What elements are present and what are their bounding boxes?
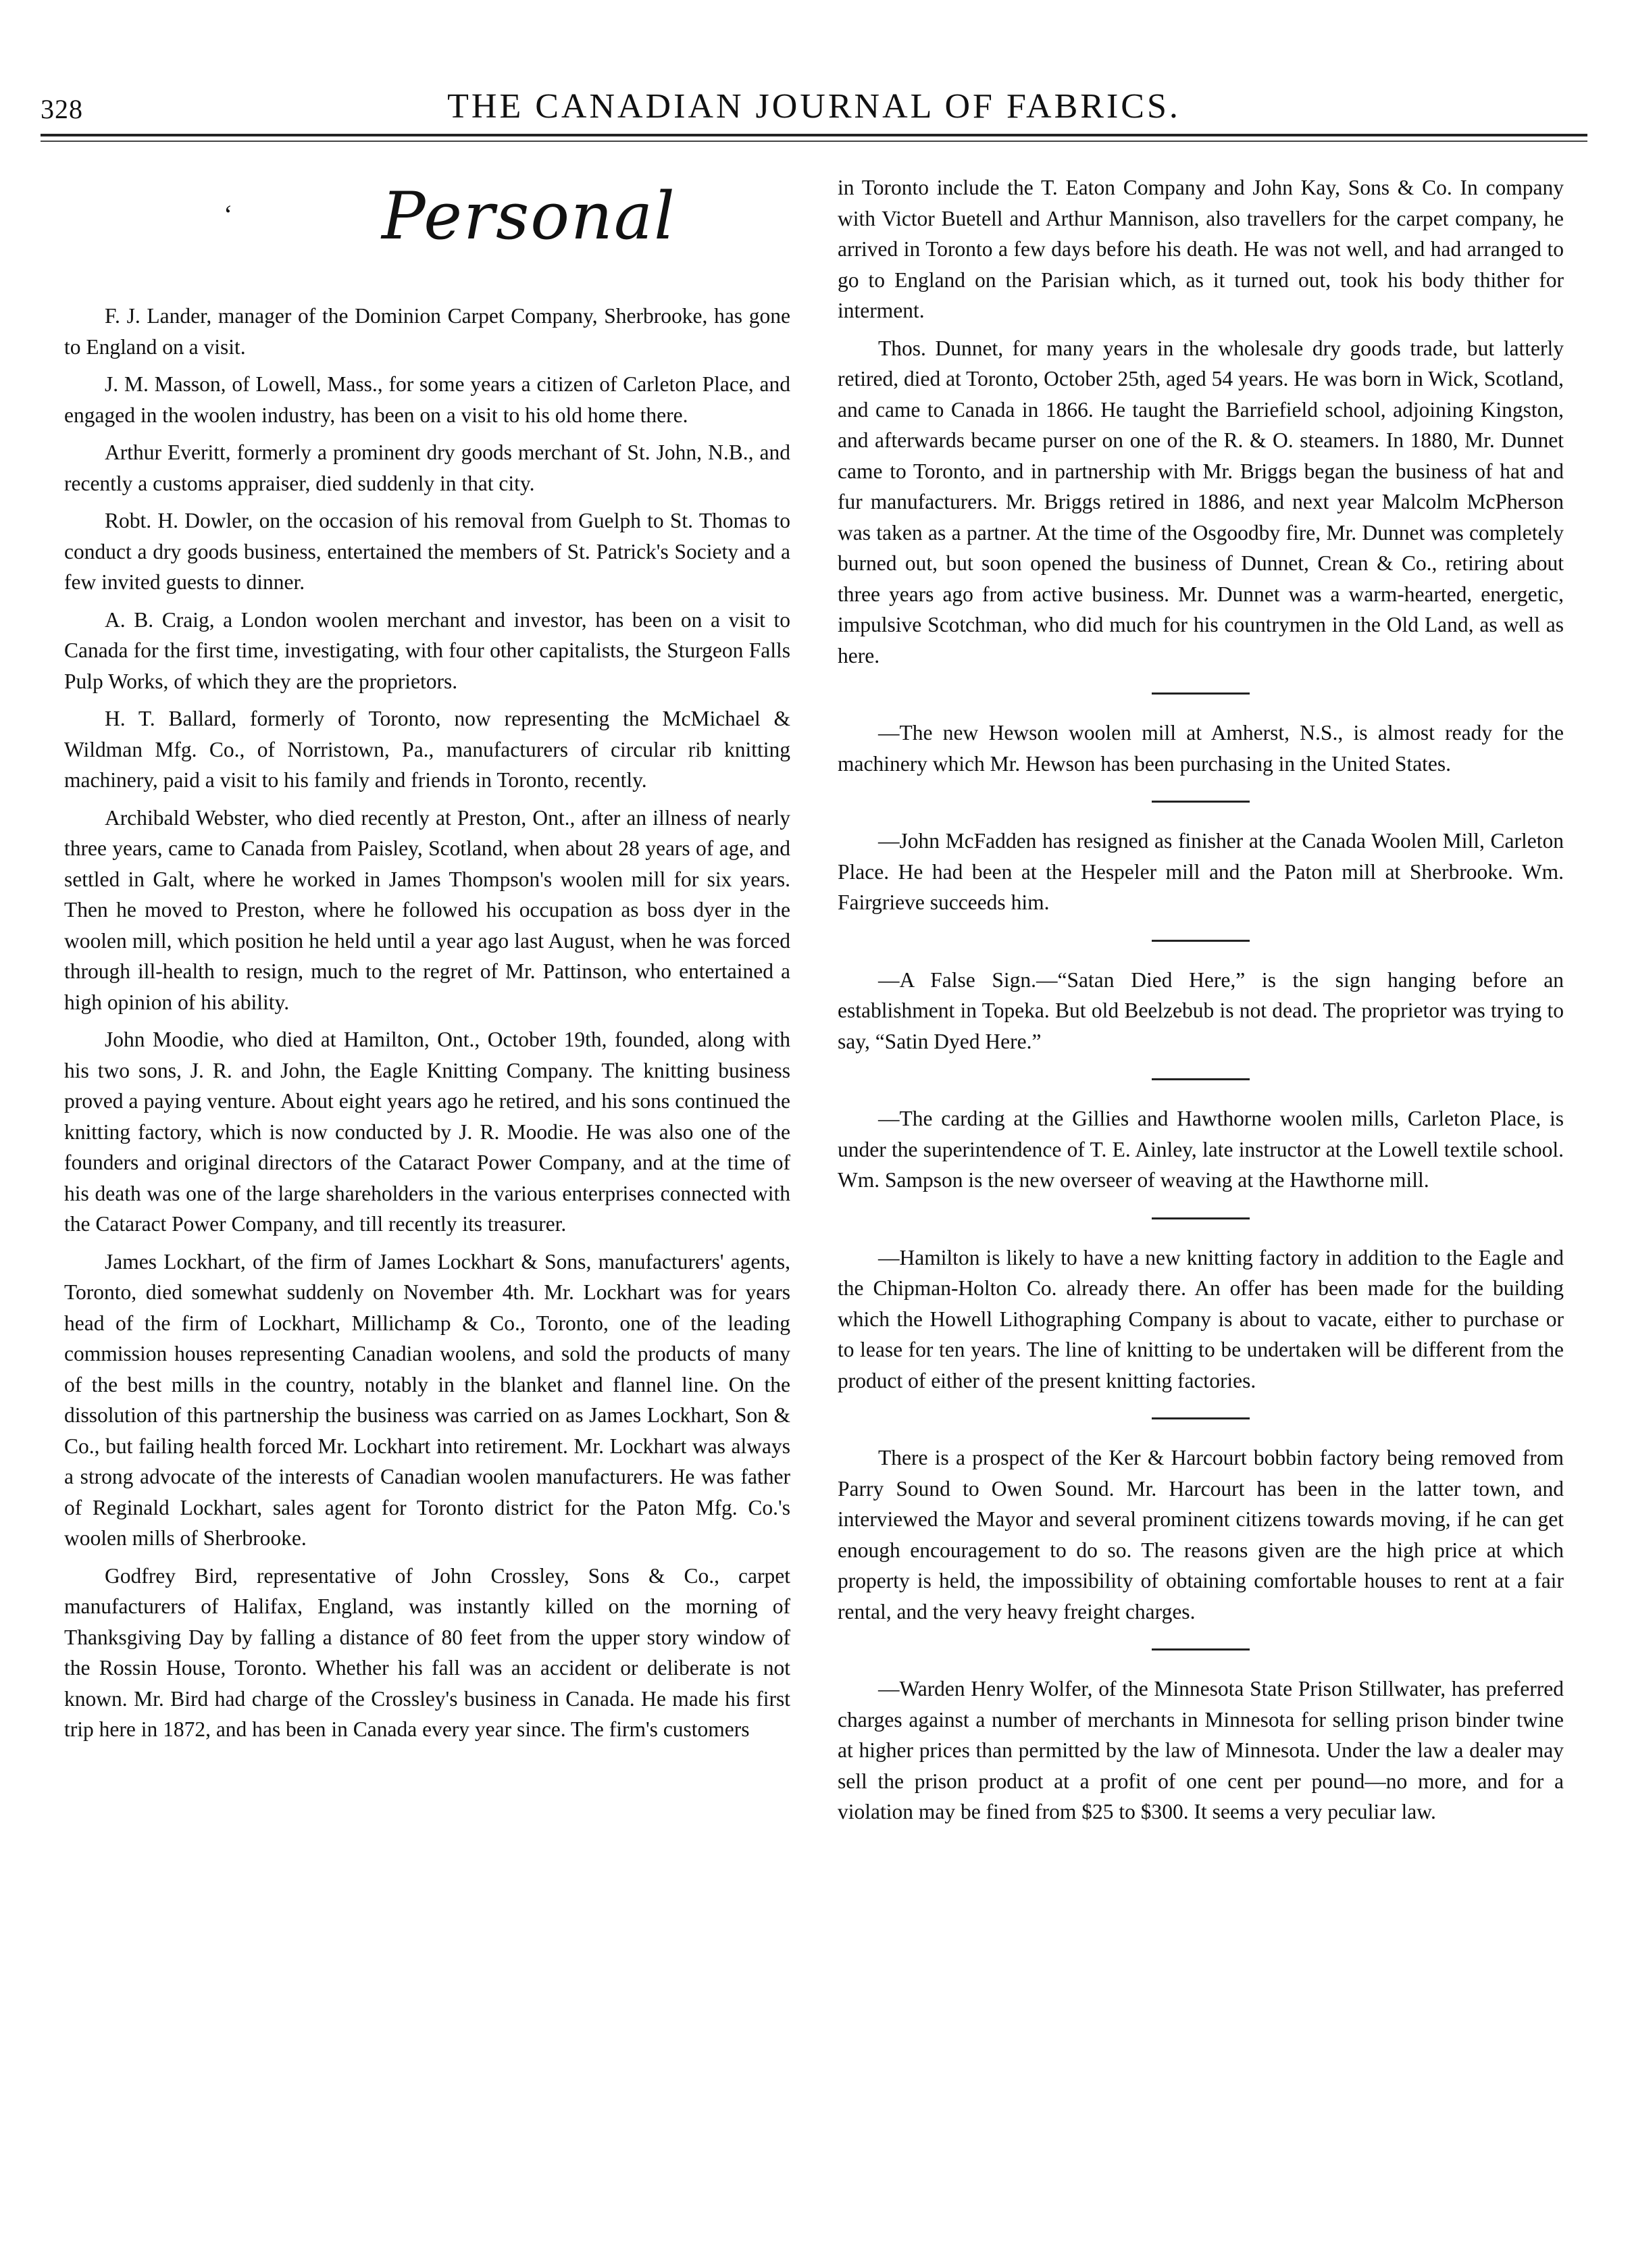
personal-item: John Moodie, who died at Hamilton, Ont., October 19th, founded, along with his two sons, J. R. and John, the Eagle Knitting Company. The knitting business proved a paying venture. About eight years ago he retired, and his sons continued the knitting factory, which is now conducted by J. R. Moodie. He was also one of the founders and original directors of the Cataract Power Company, and at the time of his death was one of the large shareholders in the various enterprises connected with the Cataract Power Company, and till recently its treasurer. <box>64 1028 790 1236</box>
separator-rule <box>1152 1648 1250 1650</box>
separator-rule <box>1152 801 1250 803</box>
personal-item: J. M. Masson, of Lowell, Mass., for some years a citizen of Carleton Place, and engaged in the woolen industry, has been on a visit to his old home there. <box>64 372 790 427</box>
personal-item: James Lockhart, of the firm of James Lockhart & Sons, manufacturers' agents, Toronto, died somewhat suddenly on November 4th. Mr. Lockhart was for years head of the firm of Lockhart, Millichamp & Co., Toronto, one of the leading commission houses representing Canadian woolens, and sold the products of many of the best mills in the country, notably in the blanket and flannel line. On the dissolution of this partnership the business was carried on as James Lockhart, Son & Co., but failing health forced Mr. Lockhart into retirement. Mr. Lockhart was always a strong advocate of the interests of Canadian woolen manufacturers. He was father of Reginald Lockhart, sales agent for Toronto district for the Paton Mfg. Co.'s woolen mills of Sherbrooke. <box>64 1249 790 1550</box>
separator-rule <box>1152 1078 1250 1080</box>
page-header <box>41 80 1587 134</box>
heading-mark: ‘ <box>224 199 233 230</box>
personal-item: F. J. Lander, manager of the Dominion Carpet Company, Sherbrooke, has gone to England on a visit. <box>64 304 790 359</box>
personal-item: Arthur Everitt, formerly a prominent dry goods merchant of St. John, N.B., and recently a customs appraiser, died suddenly in that city. <box>64 440 790 495</box>
news-note: —A False Sign.—“Satan Died Here,” is the sign hanging before an establishment in Topeka. But old Beelzebub is not dead. The proprietor was trying to say, “Satin Dyed Here.” <box>838 967 1564 1053</box>
page-number: 328 <box>41 94 83 124</box>
section-heading: Personal <box>382 178 676 254</box>
news-note: —Warden Henry Wolfer, of the Minnesota State Prison Stillwater, has preferred charges against a number of merchants in Minnesota for selling prison binder twine at higher prices than permitted by the law of Minnesota. Under the law a dealer may sell the prison product at a profit of one cent per pound—no more, and for a violation may be fined from $25 to $300. It seems a very peculiar law. <box>838 1677 1564 1823</box>
header-rule-thin <box>41 141 1587 142</box>
news-note: —The carding at the Gillies and Hawthorne woolen mills, Carleton Place, is under the superintendence of T. E. Ainley, late instructor at the Lowell textile school. Wm. Sampson is the new overseer of weaving at the Hawthorne mill. <box>838 1107 1564 1192</box>
news-note: There is a prospect of the Ker & Harcourt bobbin factory being removed from Parry Sound to Owen Sound. Mr. Harcourt has been in the latter town, and interviewed the Mayor and several prominent citizens towards moving, if he can get enough encouragement to do so. The reasons given are the high price at which property is held, the impossibility of obtaining comfortable houses to rent at a fair rental, and the very heavy freight charges. <box>838 1446 1564 1623</box>
header-rule <box>41 134 1587 136</box>
personal-item: Archibald Webster, who died recently at Preston, Ont., after an illness of nearly three years, came to Canada from Paisley, Scotland, when about 28 years of age, and settled in Galt, where he worked in James Thompson's woolen mill for six years. Then he moved to Preston, where he followed his occupation as boss dyer in the woolen mill, which position he held until a year ago last August, when he was forced through ill-health to resign, much to the regret of Mr. Pattinson, who entertained a high opinion of his ability. <box>64 805 790 1014</box>
left-column <box>64 172 790 1752</box>
news-note: —The new Hewson woolen mill at Amherst, N.S., is almost ready for the machinery which Mr. Hewson has been purchasing in the United States. <box>838 721 1564 776</box>
personal-item: H. T. Ballard, formerly of Toronto, now representing the McMichael & Wildman Mfg. Co., of Norristown, Pa., manufacturers of circular rib knitting machinery, paid a visit to his family and friends in Toronto, recently. <box>64 707 790 792</box>
separator-rule <box>1152 1217 1250 1219</box>
personal-item: Godfrey Bird, representative of John Crossley, Sons & Co., carpet manufacturers of Halifax, England, was instantly killed on the morning of Thanksgiving Day by falling a distance of 80 feet from the upper story window of the Rossin House, Toronto. Whether his fall was an accident or deliberate is not known. Mr. Bird had charge of the Crossley's business in Canada. He made his first trip here in 1872, and has been in Canada every year since. The firm's customers <box>64 1563 790 1741</box>
news-note: —John McFadden has resigned as finisher at the Canada Woolen Mill, Carleton Place. He had been at the Hespeler mill and the Paton mill at Sherbrooke. Wm. Fairgrieve succeeds him. <box>838 829 1564 914</box>
right-column <box>838 172 1564 1828</box>
news-note: —Hamilton is likely to have a new knitting factory in addition to the Eagle and the Chipman-Holton Co. already there. An offer has been made for the building which the Howell Lithographing Company is about to vacate, either to purchase or to lease for ten years. The line of knitting to be undertaken will be different from the product of either of the present knitting factories. <box>838 1245 1564 1392</box>
separator-rule <box>1152 1417 1250 1419</box>
separator-rule <box>1152 940 1250 942</box>
personal-item: Thos. Dunnet, for many years in the wholesale dry goods trade, but latterly retired, died at Toronto, October 25th, aged 54 years. He was born in Wick, Scotland, and came to Canada in 1866. He taught the Barriefield school, adjoining Kingston, and afterwards became purser on one of the R. & O. steamers. In 1880, Mr. Dunnet came to Toronto, and in partnership with Mr. Briggs began the business of hat and fur manufacturers. Mr. Briggs retired in 1886, and next year Malcolm McPherson was taken as a partner. At the time of the Osgoodby fire, Mr. Dunnet was completely burned out, but soon opened the business of Dunnet, Crean & Co., retiring about three years ago from active business. Mr. Dunnet was a warm-hearted, energetic, impulsive Scotchman, who did much for his countrymen in the Old Land, as well as here. <box>838 336 1564 667</box>
personal-item: Robt. H. Dowler, on the occasion of his removal from Guelph to St. Thomas to conduct a dry goods business, entertained the members of St. Patrick's Society and a few invited guests to dinner. <box>64 509 790 594</box>
section-heading-block <box>64 172 790 301</box>
personal-item: A. B. Craig, a London woolen merchant and investor, has been on a visit to Canada for the first time, investigating, with four other capitalists, the Sturgeon Falls Pulp Works, of which they are the proprietors. <box>64 607 790 693</box>
separator-rule <box>1152 692 1250 695</box>
personal-item-continued: in Toronto include the T. Eaton Company and John Kay, Sons & Co. In company with Victor Buetell and Arthur Mannison, also travellers for the carpet company, he arrived in Toronto a few days before his death. He was not well, and had arranged to go to England on the Parisian which, as it turned out, took his body thither for interment. <box>838 176 1564 322</box>
journal-title: THE CANADIAN JOURNAL OF FABRICS. <box>447 87 1181 126</box>
